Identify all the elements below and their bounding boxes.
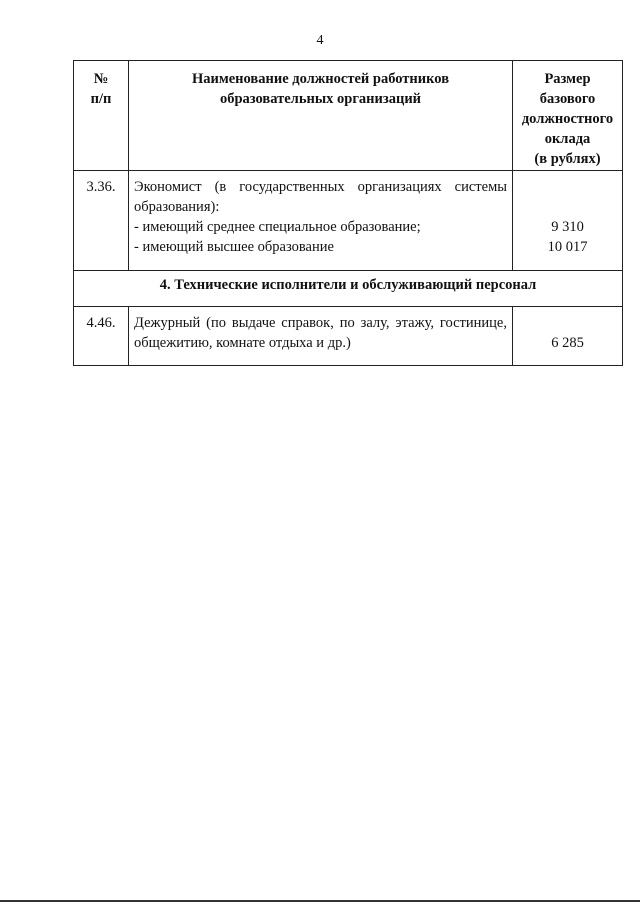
header-number: [74, 61, 129, 171]
row-title-line1: Экономист (в государственных организациях системы: [134, 179, 507, 195]
row-item1-label: - имеющий среднее специальное образование;: [134, 219, 421, 235]
section-heading: 4. Технические исполнители и обслуживающий персонал: [74, 271, 623, 307]
row-item2-label: - имеющий высшее образование: [134, 239, 334, 255]
row-salary: [513, 171, 623, 271]
header-salary: [513, 61, 623, 171]
page-number: 4: [316, 33, 324, 48]
header-number-line2: п/п: [90, 91, 112, 107]
row-position: [129, 307, 513, 366]
header-salary-line1: Размер: [544, 71, 591, 87]
row-title-line2: общежитию, комнате отдыха и др.): [134, 335, 351, 351]
header-salary-line3: должностного: [521, 111, 614, 127]
table-row: [74, 171, 623, 271]
row-number: 4.46.: [74, 307, 129, 366]
row-item1-value: 9 310: [551, 219, 584, 235]
header-position-name: [129, 61, 513, 171]
header-salary-line4: оклада: [544, 131, 591, 147]
row-number: 3.36.: [74, 171, 129, 271]
row-salary: [513, 307, 623, 366]
row-position: [129, 171, 513, 271]
header-salary-line5: (в рублях): [534, 151, 601, 167]
row-salary-spacer: [513, 313, 622, 333]
row-title-line1: Дежурный (по выдаче справок, по залу, этажу, гостинице,: [134, 315, 507, 331]
salary-table: [73, 60, 623, 366]
scan-bottom-edge: [0, 900, 640, 902]
table-header-row: [74, 61, 623, 171]
row-value: 6 285: [551, 335, 584, 351]
row-title-line2: образования):: [134, 199, 220, 215]
header-salary-line2: базового: [539, 91, 596, 107]
section-heading-row: [74, 271, 623, 307]
table-row: [74, 307, 623, 366]
row-salary-spacer: [513, 177, 622, 217]
header-number-line1: №: [93, 71, 109, 87]
header-name-line1: Наименование должностей работников: [191, 71, 450, 87]
row-item2-value: 10 017: [547, 239, 588, 255]
header-name-line2: образовательных организаций: [219, 91, 422, 107]
